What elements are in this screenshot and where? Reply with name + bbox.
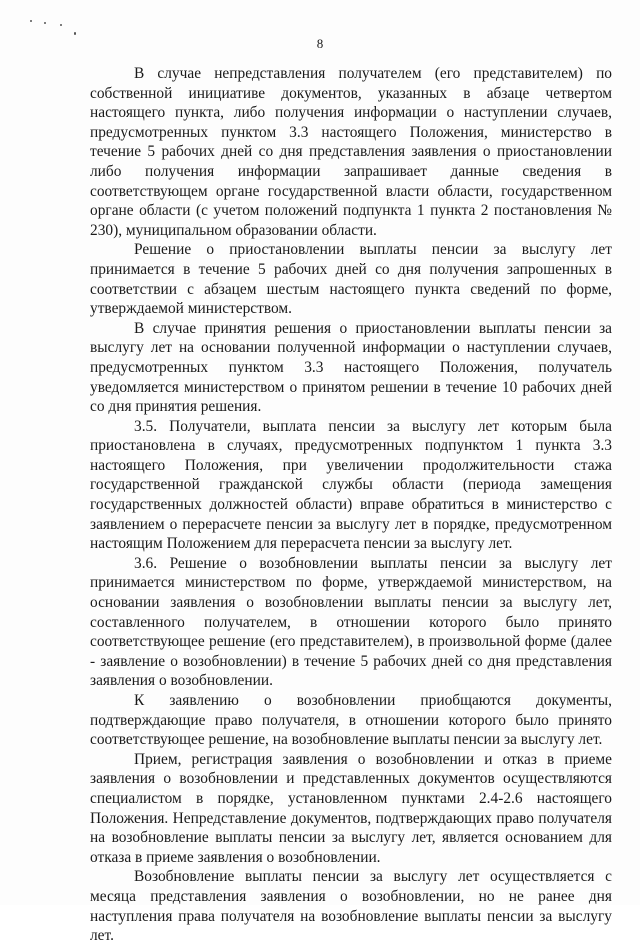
- paragraph: Прием, регистрация заявления о возобновлении и отказ в приеме заявления о возобновлении и представленных документов осуществляются специалистом в порядке, установленном пунктами 2.4-2.6 настоящего Положения. Непредставление документов, подтверждающих право получателя на возобновление выплаты пенсии за выслугу лет, является основанием для отказа в приеме заявления о возобновлении.: [90, 750, 612, 866]
- paragraph: В случае непредставления получателем (его представителем) по собственной инициативе документов, указанных в абзаце четвертом настоящего пункта, либо получения информации о наступлении случаев, предусмотренных пунктом 3.3 настоящего Положения, министерство в течение 5 рабочих дней со дня представления заявления о приостановлении либо получения информации запрашивает данные сведения в соответствующем органе государственной власти области, государственном органе области (с учетом положений подпункта 1 пункта 2 постановления № 230), муниципальном образовании области.: [90, 65, 612, 239]
- page-number: 8: [316, 36, 324, 51]
- paragraph: Возобновление выплаты пенсии за выслугу лет осуществляется с месяца представления заявления о возобновлении, но не ранее дня наступления права получателя на возобновление выплаты пенсии за выслугу лет.: [90, 868, 612, 945]
- paragraph: К заявлению о возобновлении приобщаются документы, подтверждающие право получателя, в отношении которого было принято соответствующее решение, на возобновление выплаты пенсии за выслугу лет.: [90, 692, 612, 749]
- paragraph: 3.6. Решение о возобновлении выплаты пенсии за выслугу лет принимается министерством по форме, утверждаемой министерством, на основании заявления о возобновлении выплаты пенсии за выслугу лет, составленного получателем, в отношении которого было принято соответствующее решение (его представителем), в произвольной форме (далее - заявление о возобновлении) в течение 5 рабочих дней со дня представления заявления о возобновлении.: [90, 554, 612, 690]
- document-body: [90, 64, 612, 946]
- paragraph: Решение о приостановлении выплаты пенсии за выслугу лет принимается в течение 5 рабочих дней со дня получения запрошенных в соответствии с абзацем шестым настоящего пункта сведений по форме, утверждаемой министерством.: [90, 241, 612, 318]
- paragraph: В случае принятия решения о приостановлении выплаты пенсии за выслугу лет на основании полученной информации о наступлении случаев, предусмотренных пунктом 3.3 настоящего Положения, получатель уведомляется министерством о принятом решении в течение 10 рабочих дней со дня принятия решения.: [90, 319, 612, 416]
- paragraph: 3.5. Получатели, выплата пенсии за выслугу лет которым была приостановлена в случаях, предусмотренных подпунктом 1 пункта 3.3 настоящего Положения, при увеличении продолжительности стажа государственной гражданской службы области (периода замещения государственных должностей области) вправе обратиться в министерство с заявлением о перерасчете пенсии за выслугу лет в порядке, предусмотренном настоящим Положением для перерасчета пенсии за выслугу лет.: [90, 417, 612, 553]
